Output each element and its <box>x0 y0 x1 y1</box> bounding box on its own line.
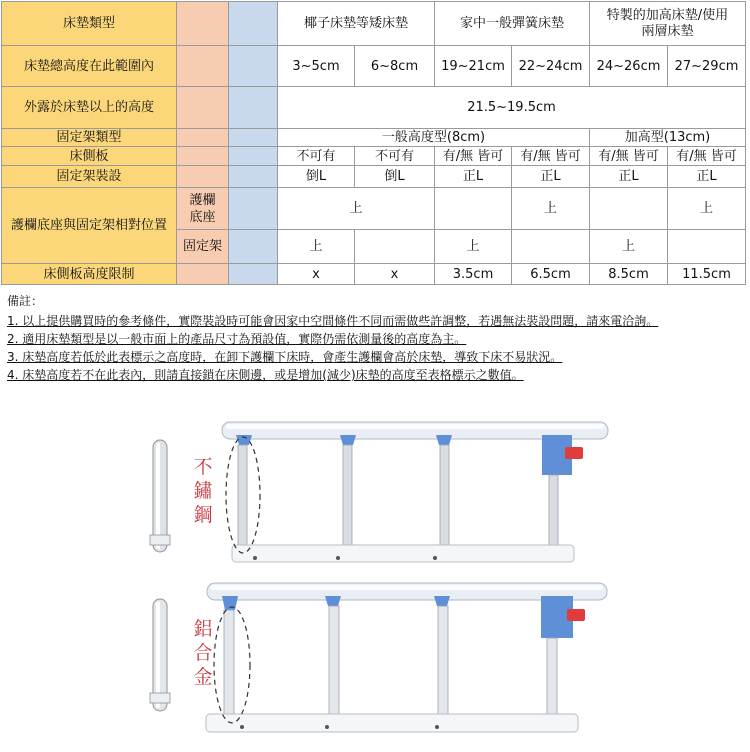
stainless-steel-bed-rail <box>150 422 608 562</box>
side-plate-value: 不可有 <box>355 147 435 166</box>
rail-base-mark: 上 <box>512 188 590 230</box>
fixed-mount-mark: 上 <box>435 230 512 264</box>
rail-base-mark: 上 <box>278 188 435 230</box>
side-plate-value: 有/無 皆可 <box>668 147 746 166</box>
height-range: 3~5cm <box>278 46 355 87</box>
row-header-height-limit: 床側板高度限制 <box>2 264 177 285</box>
mount-install-value: 正L <box>435 166 512 188</box>
sub-header-rail-base: 護欄底座 <box>189 192 216 225</box>
spec-table <box>1 1 746 285</box>
height-limit-value: x <box>278 264 355 285</box>
mattress-type-tall <box>590 2 746 46</box>
mount-install-value: 正L <box>668 166 746 188</box>
height-range: 6~8cm <box>355 46 435 87</box>
aluminum-bed-rail <box>150 583 607 732</box>
row-header-total-height: 床墊總高度在此範圍內 <box>2 46 177 87</box>
height-limit-value: 8.5cm <box>590 264 668 285</box>
bed-rail-product-photo <box>0 395 750 752</box>
fixed-mount-mark: 上 <box>278 230 355 264</box>
height-range: 24~26cm <box>590 46 668 87</box>
row-header-relative-position: 護欄底座與固定架相對位置 <box>2 188 177 264</box>
note-item-1: 1. 以上提供購買時的參考條件，實際裝設時可能會因家中空間條件不同而需做些許調整，若遇無法裝設問題，請來電洽詢。 <box>7 314 659 328</box>
note-item-4: 4. 床墊高度若不在此表內，則請直接鎖在床側邊，或是增加(減少)床墊的高度至表格標示之數值。 <box>7 368 524 382</box>
exposed-height-value: 21.5~19.5cm <box>278 87 746 129</box>
label-stainless-steel: 不鏽鋼 <box>193 456 213 526</box>
rail-base-mark: 上 <box>668 188 746 230</box>
side-plate-value: 有/無 皆可 <box>590 147 668 166</box>
note-item-3: 3. 床墊高度若低於此表標示之高度時，在卸下護欄下床時，會產生護欄會高於床墊，導致下床不易狀況。 <box>7 350 563 364</box>
sub-header-fixed-mount: 固定架 <box>177 230 229 264</box>
mount-install-value: 正L <box>512 166 590 188</box>
height-limit-value: 6.5cm <box>512 264 590 285</box>
notes-section <box>7 292 749 384</box>
side-plate-value: 不可有 <box>278 147 355 166</box>
mount-type-tall: 加高型(13cm) <box>590 129 746 147</box>
height-limit-value: x <box>355 264 435 285</box>
row-header-mount-type: 固定架類型 <box>2 129 177 147</box>
mattress-type-tall-text: 特製的加高床墊/使用兩層床墊 <box>606 7 729 39</box>
note-item-2: 2. 適用床墊類型是以一般市面上的產品尺寸為預設值，實際仍需依測量後的高度為主。 <box>7 332 467 346</box>
height-limit-value: 11.5cm <box>668 264 746 285</box>
row-header-side-plate: 床側板 <box>2 147 177 166</box>
mattress-type-low: 椰子床墊等矮床墊 <box>278 2 435 46</box>
row-header-mount-install: 固定架裝設 <box>2 166 177 188</box>
height-range: 19~21cm <box>435 46 512 87</box>
row-header-mattress-type: 床墊類型 <box>2 2 177 46</box>
height-limit-value: 3.5cm <box>435 264 512 285</box>
fixed-mount-mark: 上 <box>590 230 668 264</box>
notes-heading: 備註： <box>7 294 44 308</box>
mount-install-value: 倒L <box>278 166 355 188</box>
side-plate-value: 有/無 皆可 <box>512 147 590 166</box>
label-aluminum-alloy: 鋁合金 <box>193 618 213 688</box>
mount-install-value: 倒L <box>355 166 435 188</box>
mount-type-normal: 一般高度型(8cm) <box>278 129 590 147</box>
mount-install-value: 正L <box>590 166 668 188</box>
side-plate-value: 有/無 皆可 <box>435 147 512 166</box>
mattress-type-spring: 家中一般彈簧床墊 <box>435 2 590 46</box>
row-header-exposed-height: 外露於床墊以上的高度 <box>2 87 177 129</box>
height-range: 22~24cm <box>512 46 590 87</box>
height-range: 27~29cm <box>668 46 746 87</box>
